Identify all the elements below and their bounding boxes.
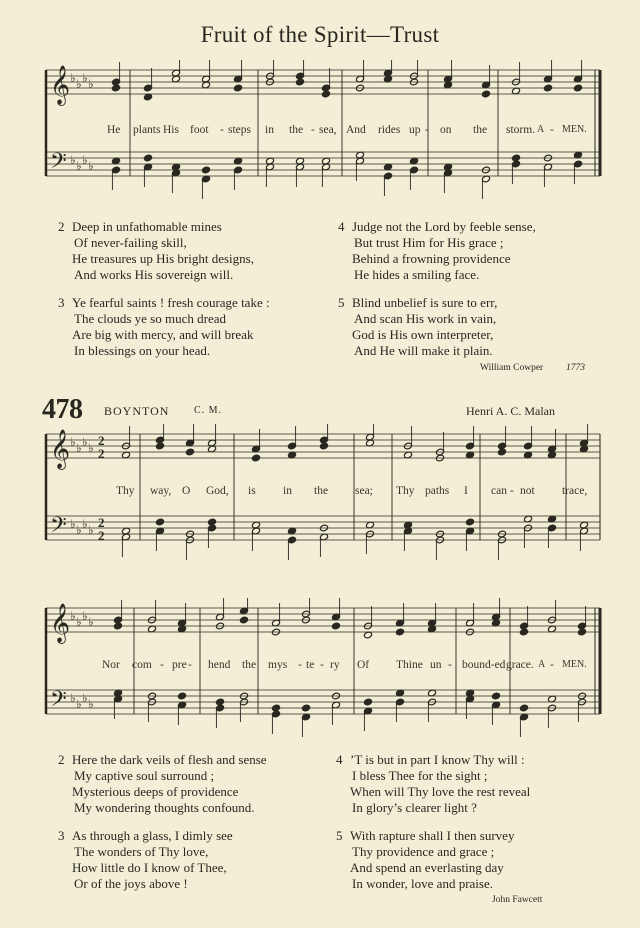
flat-icon: ♭: [76, 697, 82, 711]
lyric-syllable: And: [346, 124, 366, 136]
flat-icon: ♭: [88, 159, 94, 173]
lyric-syllable: trace,: [562, 485, 588, 497]
lyric-syllable: -: [550, 659, 554, 671]
lyric-syllable: Nor: [102, 659, 120, 671]
verse-line: He treasures up His bright designs,: [72, 251, 254, 266]
lyric-syllable: storm.: [506, 124, 536, 136]
flat-icon: ♭: [76, 523, 82, 537]
lyric-syllable: on: [440, 124, 452, 136]
lyric-syllable: -: [160, 659, 164, 671]
lyric-syllable: not: [520, 485, 535, 497]
verse-number: 3: [58, 295, 65, 310]
verse-line: He hides a smiling face.: [354, 267, 480, 282]
verse-line: Ye fearful saints ! fresh courage take :: [72, 295, 270, 310]
flat-icon: ♭: [82, 517, 88, 531]
verse-line: In blessings on your head.: [74, 343, 211, 358]
treble-clef-icon: 𝄞: [50, 65, 71, 105]
lyric-syllable: the: [242, 659, 257, 671]
verse-line: As through a glass, I dimly see: [72, 828, 233, 843]
verse-line: In glory’s clearer light ?: [352, 800, 477, 815]
lyric-syllable: A: [537, 124, 545, 135]
lyric-syllable: mys: [268, 659, 288, 671]
lyric-syllable: MEN.: [562, 659, 587, 670]
lyric-syllable: the: [314, 485, 329, 497]
lyric-syllable: MEN.: [562, 124, 587, 135]
lyric-syllable: -: [298, 659, 302, 671]
lyric-syllable: Thy: [396, 485, 415, 497]
page-title: Fruit of the Spirit—Trust: [200, 22, 440, 47]
lyric-syllable: -: [220, 124, 224, 136]
flat-icon: ♭: [82, 153, 88, 167]
lyric-syllable: pre: [172, 659, 187, 671]
verse-number: 5: [338, 295, 345, 310]
flat-icon: ♭: [82, 691, 88, 705]
flat-icon: ♭: [70, 609, 76, 623]
lyric-syllable: -: [188, 659, 192, 671]
treble-clef-icon: 𝄞: [50, 429, 71, 469]
lyric-syllable: up: [409, 124, 421, 136]
lyric-syllable: plants: [133, 124, 161, 136]
lyric-syllable: in: [283, 485, 292, 497]
verse-number: 5: [336, 828, 343, 843]
tune-name: BOYNTON: [104, 404, 170, 418]
treble-clef-icon: 𝄞: [50, 603, 71, 643]
verse-4: [336, 752, 636, 816]
verse-line: My wondering thoughts confound.: [74, 800, 255, 815]
lyric-syllable: Of: [357, 659, 370, 671]
verse-line: In wonder, love and praise.: [352, 876, 493, 891]
flat-icon: ♭: [76, 159, 82, 173]
flat-icon: ♭: [76, 441, 82, 455]
verse-line: Or of the joys above !: [74, 876, 188, 891]
lyric-syllable: A: [538, 659, 546, 670]
flat-icon: ♭: [70, 435, 76, 449]
flat-icon: ♭: [88, 615, 94, 629]
lyric-syllable: rides: [378, 124, 401, 136]
flat-icon: ♭: [88, 77, 94, 91]
lyric-syllable: sea,: [319, 124, 337, 136]
flat-icon: ♭: [82, 71, 88, 85]
time-signature-icon: 2: [98, 528, 105, 543]
lyric-syllable: O: [182, 485, 191, 497]
author-credit: William Cowper: [480, 363, 544, 373]
verse-3: [58, 828, 358, 892]
verse-line: How little do I know of Thee,: [72, 860, 227, 875]
verse-line: Deep in unfathomable mines: [72, 219, 222, 234]
lyric-syllable: com: [132, 659, 152, 671]
verse-number: 2: [58, 219, 65, 234]
flat-icon: ♭: [88, 441, 94, 455]
verse-line: When will Thy love the rest reveal: [350, 784, 531, 799]
lyric-syllable: Thy: [116, 485, 135, 497]
verse-line: Blind unbelief is sure to err,: [352, 295, 498, 310]
verse-number: 3: [58, 828, 65, 843]
verse-number: 2: [58, 752, 65, 767]
verse-number: 4: [336, 752, 343, 767]
verse-5: [336, 828, 636, 892]
lyric-syllable: I: [464, 485, 468, 497]
flat-icon: ♭: [82, 435, 88, 449]
flat-icon: ♭: [70, 153, 76, 167]
time-signature-icon: 2: [98, 515, 105, 530]
lyric-syllable: the: [289, 124, 304, 136]
verse-line: I bless Thee for the sight ;: [352, 768, 488, 783]
composer: Henri A. C. Malan: [466, 404, 555, 418]
lyric-syllable: -: [550, 124, 554, 136]
lyric-syllable: in: [265, 124, 274, 136]
lyric-syllable: paths: [425, 485, 450, 497]
lyric-syllable: hend: [208, 659, 231, 671]
verse-line: My captive soul surround ;: [74, 768, 215, 783]
lyric-syllable: -: [448, 659, 452, 671]
flat-icon: ♭: [70, 71, 76, 85]
verse-line: God is His own interpreter,: [352, 327, 494, 342]
bass-clef-icon: 𝄢: [50, 687, 67, 717]
lyric-syllable: -: [510, 485, 514, 497]
verse-line: The wonders of Thy love,: [74, 844, 209, 859]
flat-icon: ♭: [88, 523, 94, 537]
flat-icon: ♭: [82, 609, 88, 623]
verse-number: 4: [338, 219, 345, 234]
verse-line: Thy providence and grace ;: [352, 844, 495, 859]
lyric-syllable: Thine: [396, 659, 423, 671]
verse-line: And He will make it plain.: [354, 343, 493, 358]
lyric-syllable: -: [311, 124, 315, 136]
author-credit: John Fawcett: [492, 895, 543, 905]
lyric-syllable: way,: [150, 485, 172, 497]
verse-line: Are big with mercy, and will break: [72, 327, 254, 342]
flat-icon: ♭: [76, 615, 82, 629]
lyric-syllable: the: [473, 124, 488, 136]
lyric-syllable: steps: [228, 124, 251, 136]
verse-line: Mysterious deeps of providence: [72, 784, 239, 799]
flat-icon: ♭: [76, 77, 82, 91]
verse-2: [58, 752, 358, 816]
lyric-syllable: ry: [330, 659, 340, 671]
verse-line: ’T is but in part I know Thy will :: [350, 752, 525, 767]
meter: C. M.: [194, 405, 223, 416]
verse-line: With rapture shall I then survey: [350, 828, 515, 843]
time-signature-icon: 2: [98, 433, 105, 448]
flat-icon: ♭: [70, 517, 76, 531]
lyric-syllable: grace.: [506, 659, 534, 671]
verse-line: But trust Him for His grace ;: [354, 235, 504, 250]
bass-clef-icon: 𝄢: [50, 513, 67, 543]
lyric-syllable: -: [425, 124, 429, 136]
verse-line: Judge not the Lord by feeble sense,: [352, 219, 536, 234]
lyric-syllable: un: [430, 659, 442, 671]
verse-line: And works His sovereign will.: [74, 267, 234, 282]
hymn-number: 478: [42, 394, 83, 425]
lyric-syllable: He: [107, 124, 121, 136]
lyric-syllable: -: [320, 659, 324, 671]
verse-line: And spend an everlasting day: [350, 860, 504, 875]
year-credit: 1773: [566, 363, 585, 373]
lyric-syllable: foot: [190, 124, 209, 136]
bass-clef-icon: 𝄢: [50, 149, 67, 179]
lyric-syllable: te: [306, 659, 315, 671]
verse-line: Here the dark veils of flesh and sense: [72, 752, 267, 767]
time-signature-icon: 2: [98, 446, 105, 461]
lyric-syllable: God,: [206, 485, 229, 497]
verse-line: Of never-failing skill,: [74, 235, 187, 250]
lyric-syllable: sea;: [355, 485, 373, 497]
verse-line: The clouds ye so much dread: [74, 311, 226, 326]
flat-icon: ♭: [88, 697, 94, 711]
lyric-syllable: His: [163, 124, 179, 136]
verse-line: Behind a frowning providence: [352, 251, 511, 266]
lyric-syllable: bound-ed: [462, 659, 506, 671]
flat-icon: ♭: [70, 691, 76, 705]
lyric-syllable: is: [248, 485, 256, 497]
verse-line: And scan His work in vain,: [354, 311, 497, 326]
lyric-syllable: can: [491, 485, 507, 497]
